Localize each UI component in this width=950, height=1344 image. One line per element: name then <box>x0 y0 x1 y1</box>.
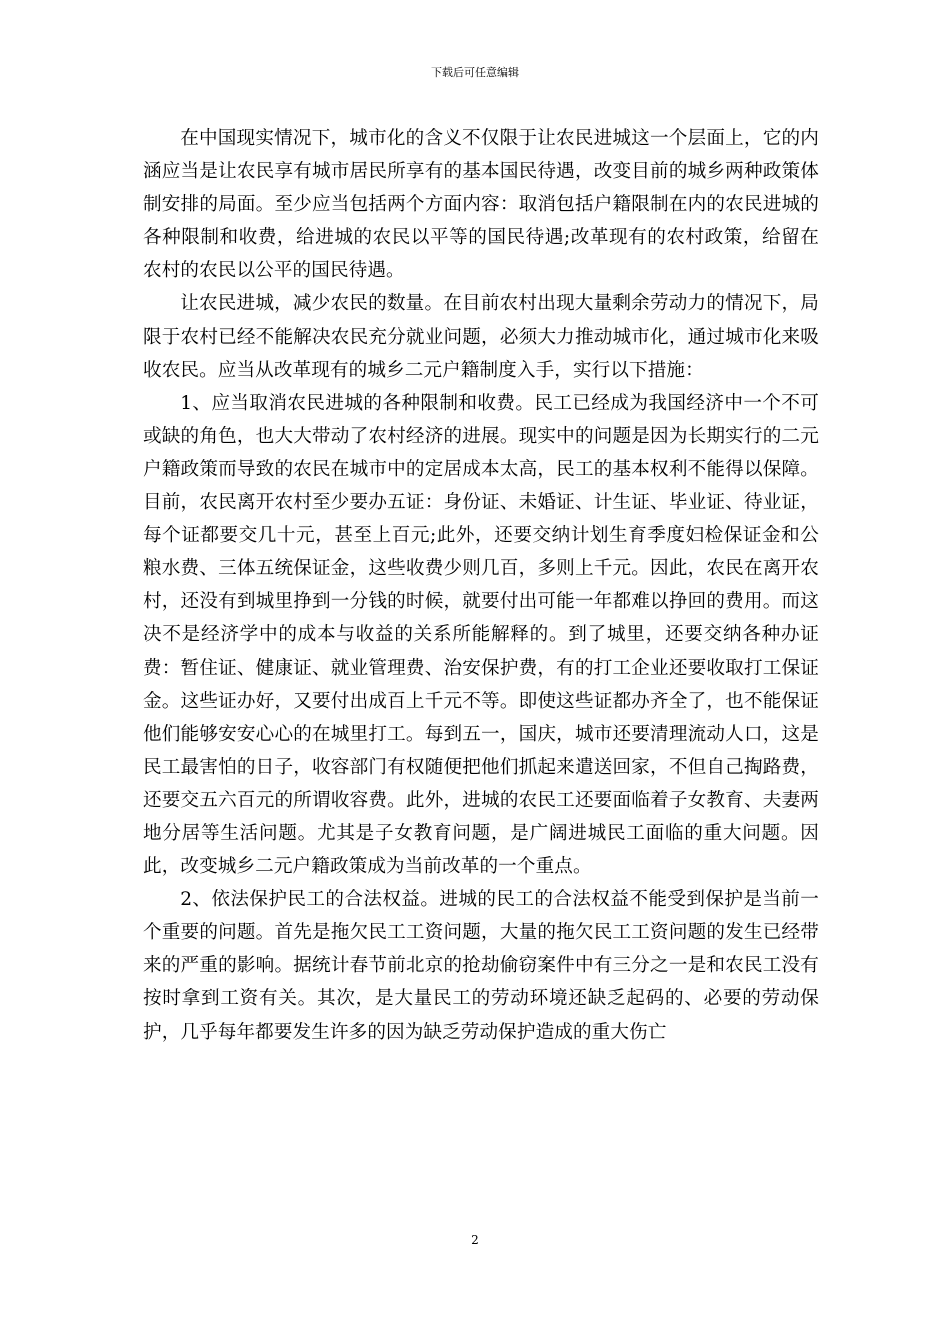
paragraph-measure-2-protect-rights: 2、依法保护民工的合法权益。进城的民工的合法权益不能受到保护是当前一个重要的问题。首先是拖欠民工工资问题，大量的拖欠民工工资问题的发生已经带来的严重的影响。据统计春节前北京的抢劫偷窃案件中有三分之一是和农民工没有按时拿到工资有关。其次，是大量民工的劳动环境还缺乏起码的、必要的劳动保护，几乎每年都要发生许多的因为缺乏劳动保护造成的重大伤亡 <box>143 889 819 1043</box>
document-body <box>143 122 819 1049</box>
paragraph-measure-1-remove-restrictions: 1、应当取消农民进城的各种限制和收费。民工已经成为我国经济中一个不可或缺的角色，也大大带动了农村经济的进展。现实中的问题是因为长期实行的二元户籍政策而导致的农民在城市中的定居成本太高，民工的基本权利不能得以保障。目前，农民离开农村至少要办五证：身份证、未婚证、计生证、毕业证、待业证，每个证都要交几十元，甚至上百元;此外，还要交纳计划生育季度妇检保证金和公粮水费、三体五统保证金，这些收费少则几百，多则上千元。因此，农民在离开农村，还没有到城里挣到一分钱的时候，就要付出可能一年都难以挣回的费用。而这决不是经济学中的成本与收益的关系所能解释的。到了城里，还要交纳各种办证费：暂住证、健康证、就业管理费、治安保护费，有的打工企业还要收取打工保证金。这些证办好，又要付出成百上千元不等。即使这些证都办齐全了，也不能保证他们能够安安心心的在城里打工。每到五一，国庆，城市还要清理流动人口，这是民工最害怕的日子，收容部门有权随便把他们抓起来遣送回家，不但自己掏路费，还要交五六百元的所谓收容费。此外，进城的农民工还要面临着子女教育、夫妻两地分居等生活问题。尤其是子女教育问题，是广阔进城民工面临的重大问题。因此，改变城乡二元户籍政策成为当前改革的一个重点。 <box>143 392 819 878</box>
page-header: 下载后可任意编辑 <box>431 66 519 79</box>
paragraph-urbanization-meaning: 在中国现实情况下，城市化的含义不仅限于让农民进城这一个层面上，它的内涵应当是让农民享有城市居民所享有的基本国民待遇，改变目前的城乡两种政策体制安排的局面。至少应当包括两个方面内容：取消包括户籍限制在内的农民进城的各种限制和收费，给进城的农民以平等的国民待遇;改革现有的农村政策，给留在农村的农民以公平的国民待遇。 <box>143 128 819 282</box>
page-number: 2 <box>471 1233 479 1247</box>
paragraph-farmers-into-city: 让农民进城，减少农民的数量。在目前农村出现大量剩余劳动力的情况下，局限于农村已经不能解决农民充分就业问题，必须大力推动城市化，通过城市化来吸收农民。应当从改革现有的城乡二元户籍制度入手，实行以下措施： <box>143 293 819 381</box>
